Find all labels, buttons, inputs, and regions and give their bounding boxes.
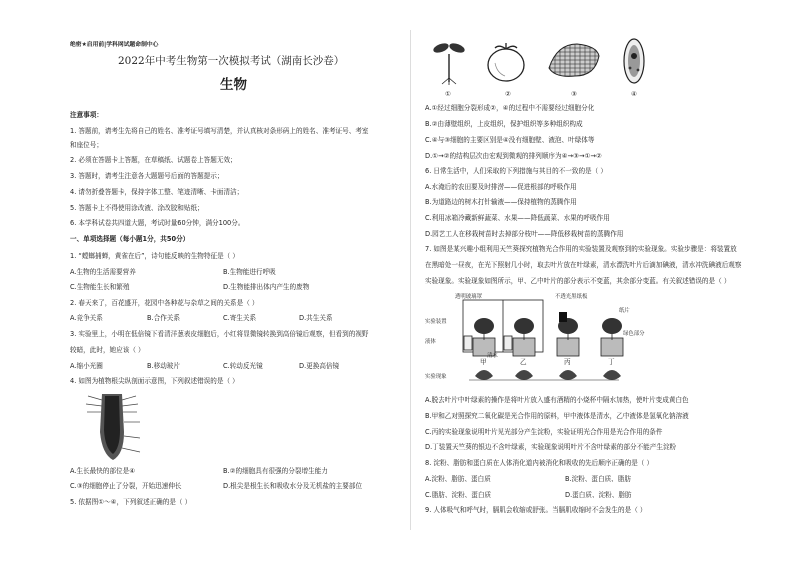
option[interactable]: A.脱去叶片中叶绿素的操作是将叶片放入盛有酒精的小烧杯中隔水加热，使叶片变成黄白色 bbox=[425, 396, 689, 404]
option[interactable]: B.合作关系 bbox=[147, 314, 180, 322]
subject-title: 生物 bbox=[220, 77, 247, 93]
left-column bbox=[60, 0, 398, 562]
question-stem: 4. 如图为植物根尖纵剖面示意图，下列叙述错误的是（ ） bbox=[70, 377, 239, 385]
figure-label: 实验现象 bbox=[425, 374, 447, 380]
figure-label: 绿色部分 bbox=[623, 331, 645, 337]
option[interactable]: C.脂肪、淀粉、蛋白质 bbox=[425, 491, 492, 499]
figure-label: 不透光黑纸板 bbox=[555, 294, 588, 300]
figure-label: 实验装置 bbox=[425, 319, 447, 325]
note-line: 6. 本学科试卷共四道大题，考试时量60分钟，满分100分。 bbox=[70, 219, 245, 227]
option[interactable]: C.④与③细胞的主要区别是④没有细胞壁、液泡、叶绿体等 bbox=[425, 136, 595, 144]
figure-label: 纸片 bbox=[619, 308, 630, 314]
option[interactable]: B.②的细胞具有很强的分裂增生能力 bbox=[223, 467, 328, 475]
section-heading: 一、单项选择题（每小题1分，共50分） bbox=[70, 235, 190, 243]
option[interactable]: C.丙的实验现象说明叶片见光部分产生淀粉，实验证明光合作用是光合作用的条件 bbox=[425, 428, 663, 436]
root-tip-figure bbox=[80, 392, 144, 462]
option[interactable]: B.生物能进行呼吸 bbox=[223, 268, 276, 276]
plant-cell-figure bbox=[621, 36, 647, 86]
option[interactable]: D.①→②的结构层次由宏观到微观的排列顺序为④→③→①→② bbox=[425, 152, 602, 160]
option[interactable]: D.园艺工人在移栽树苗时去掉部分枝叶——降低移栽树苗的蒸腾作用 bbox=[425, 230, 624, 238]
option[interactable]: A.水淹后的农田要及时排涝——促进根部的呼吸作用 bbox=[425, 183, 577, 191]
question-stem-cont: 实验现象。实验现象如图所示，甲、乙中叶片的部分表示不变蓝，其余部分变蓝。有关叙述错误的是（ ） bbox=[425, 277, 731, 285]
option[interactable]: C.生物能生长和繁殖 bbox=[70, 283, 130, 291]
figure-label: 透明玻璃罩 bbox=[455, 294, 482, 300]
note-line: 4. 请勿折叠答题卡，保持字体工整、笔迹清晰、卡面清洁； bbox=[70, 188, 244, 196]
option[interactable]: B.甲和乙对照探究二氧化碳是光合作用的原料，甲中液体是清水，乙中液体是氢氧化钠溶液 bbox=[425, 412, 689, 420]
watermark-text: 绝密★启用前|学科网试题命制中心 bbox=[70, 42, 159, 48]
figure-label: 乙 bbox=[520, 358, 527, 366]
tissue-figure bbox=[545, 40, 603, 80]
figure-label: 甲 bbox=[480, 358, 487, 366]
note-line: 和座位号； bbox=[70, 141, 103, 149]
option[interactable]: D.生物能排出体内产生的废物 bbox=[223, 283, 310, 291]
option[interactable]: D.根尖是根生长和吸收水分及无机盐的主要部位 bbox=[223, 482, 363, 490]
option[interactable]: A.淀粉、脂肪、蛋白质 bbox=[425, 475, 491, 483]
option[interactable]: C.利用冰箱冷藏新鲜蔬菜、水果——降低蔬菜、水果的呼吸作用 bbox=[425, 214, 610, 222]
option[interactable]: D.丁装置天竺葵的银边不含叶绿素，实验现象说明叶片不含叶绿素的部分不能产生淀粉 bbox=[425, 443, 677, 451]
option[interactable]: B.为道路边的树木打针输液——保持植物的蒸腾作用 bbox=[425, 198, 577, 206]
option[interactable]: B.②由薄壁组织，上皮组织，保护组织等多种组织构成 bbox=[425, 120, 583, 128]
option[interactable]: A.缩小光圈 bbox=[70, 362, 103, 370]
option[interactable]: A.竞争关系 bbox=[70, 314, 103, 322]
figure-label: 清水 bbox=[487, 353, 498, 359]
question-stem: 2. 春天来了，百花盛开，花园中各种花与杂草之间的关系是（ ） bbox=[70, 299, 259, 307]
option[interactable]: C.转动反光镜 bbox=[223, 362, 263, 370]
question-stem: 5. 依据图①～④，下列叙述正确的是（ ） bbox=[70, 498, 192, 506]
figure-label: ④ bbox=[631, 90, 637, 98]
question-stem: 1. “螳螂捕蝉，黄雀在后”，诗句能反映的生物特征是（ ） bbox=[70, 252, 239, 260]
right-column bbox=[425, 0, 760, 562]
option[interactable]: A.①经过细胞分裂形成②，④的过程中不需要经过细胞分化 bbox=[425, 104, 595, 112]
exam-title: 2022年中考生物第一次模拟考试（湖南长沙卷） bbox=[118, 55, 345, 67]
note-line: 2. 必须在答题卡上答题，在草稿纸、试题卷上答题无效； bbox=[70, 156, 237, 164]
question-stem: 6. 日常生活中，人们采取的下列措施与其目的不一致的是（ ） bbox=[425, 167, 607, 175]
question-stem-cont: 在黑暗处一昼夜，在光下照射几小时，取去叶片放在叶绿素，清水漂洗叶片后滴加碘液，清水冲洗碘液后观察 bbox=[425, 261, 742, 269]
option[interactable]: D.蛋白质、淀粉、脂肪 bbox=[565, 491, 632, 499]
option[interactable]: D.共生关系 bbox=[299, 314, 333, 322]
question-stem-cont: 较暗，此时，她应该（ ） bbox=[70, 346, 145, 354]
option[interactable]: B.移动玻片 bbox=[147, 362, 180, 370]
figure-label: 丁 bbox=[608, 358, 615, 366]
figure-label: ① bbox=[445, 90, 451, 98]
photosynthesis-experiment-figure bbox=[429, 292, 649, 388]
option[interactable]: A.生物的生活需要营养 bbox=[70, 268, 136, 276]
question-stem: 9. 人体吸气和呼气时，膈肌会收缩或舒张。当膈肌收缩时不会发生的是（ ） bbox=[425, 506, 647, 514]
note-line: 3. 答题时，请考生注意各大题题号后面的答题提示； bbox=[70, 172, 224, 180]
option[interactable]: B.淀粉、蛋白质、脂肪 bbox=[565, 475, 631, 483]
tomato-figure bbox=[485, 38, 527, 84]
question-stem: 3. 实验里上，小明在低倍镜下看清洋葱表皮细胞后，小红将显微镜转换到高倍镜后观察，但看到的视野 bbox=[70, 330, 369, 338]
note-line: 5. 答题卡上不得使用涂改液、涂改胶和贴纸； bbox=[70, 204, 204, 212]
figure-label: ② bbox=[505, 90, 511, 98]
option[interactable]: C.③的细胞停止了分裂，开始迅速伸长 bbox=[70, 482, 182, 490]
question-stem: 8. 淀粉、脂肪和蛋白质在人体消化道内被消化和吸收的先后顺序正确的是（ ） bbox=[425, 459, 654, 467]
notes-heading: 注意事项： bbox=[70, 111, 103, 119]
option[interactable]: C.寄生关系 bbox=[223, 314, 257, 322]
option[interactable]: D.更换高倍镜 bbox=[299, 362, 340, 370]
seedling-figure bbox=[430, 38, 468, 86]
figure-label: ③ bbox=[571, 90, 577, 98]
note-line: 1. 答题前，请考生先将自己的姓名、准考证号填写清楚，并认真核对条形码上的姓名、准考证号、考室 bbox=[70, 127, 369, 135]
question-stem: 7. 如图是某兴趣小组利用天竺葵探究植物光合作用的实验装置及观察到的实验现象。实验步骤是：将装置放 bbox=[425, 245, 737, 253]
figure-label: 丙 bbox=[564, 358, 571, 366]
column-divider bbox=[410, 30, 411, 530]
option[interactable]: A.生长最快的部位是④ bbox=[70, 467, 136, 475]
figure-label: 液体 bbox=[425, 339, 436, 345]
